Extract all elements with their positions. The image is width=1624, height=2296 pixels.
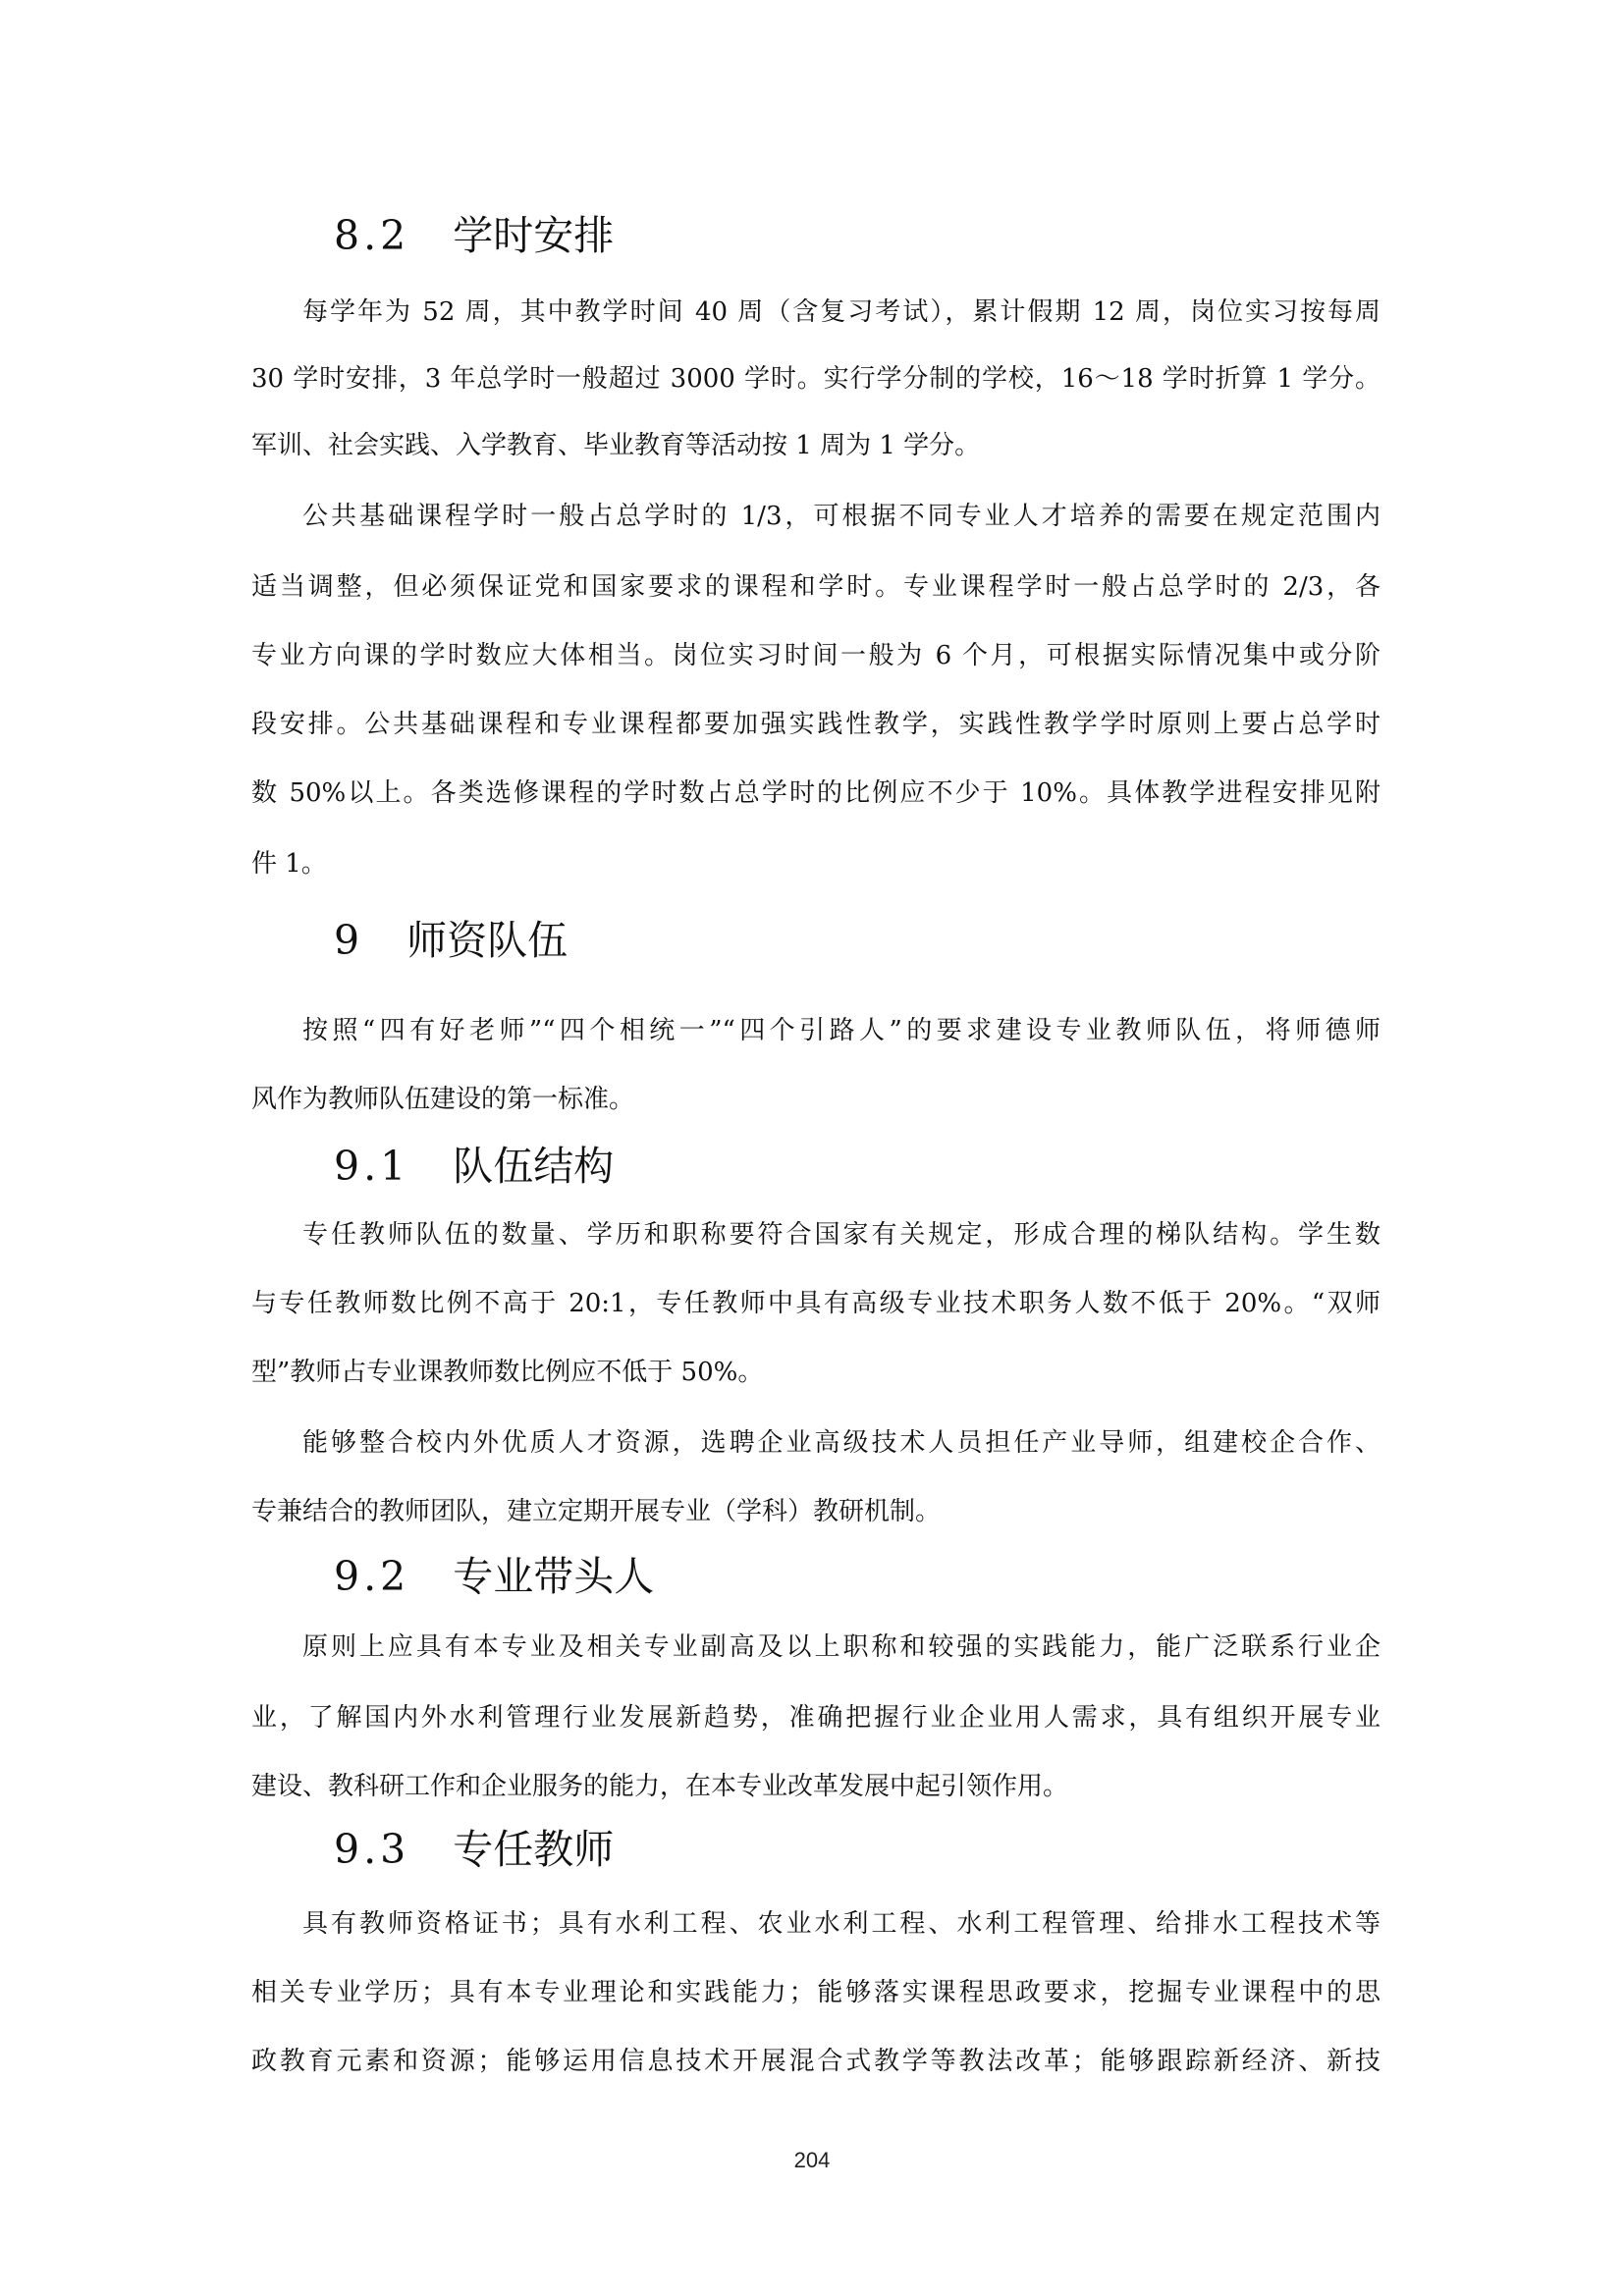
paragraph-line: 数 50%以上。各类选修课程的学时数占总学时的比例应不少于 10%。具体教学进程安排见附 bbox=[251, 778, 1380, 808]
paragraph-line: 公共基础课程学时一般占总学时的 1/3，可根据不同专业人才培养的需要在规定范围内 bbox=[302, 502, 1380, 531]
paragraph-line: 按照“四有好老师”“四个相统一”“四个引路人”的要求建设专业教师队伍，将师德师 bbox=[302, 1016, 1380, 1045]
paragraph-line: 型”教师占专业课教师数比例应不低于 50%。 bbox=[251, 1358, 764, 1387]
section-number: 9.3 bbox=[334, 1826, 410, 1873]
paragraph-line: 件 1。 bbox=[251, 849, 327, 879]
section-title: 专业带头人 bbox=[453, 1553, 655, 1600]
section-heading bbox=[334, 1139, 614, 1194]
paragraph-line: 军训、社会实践、入学教育、毕业教育等活动按 1 周为 1 学分。 bbox=[251, 431, 981, 460]
paragraph-line: 每学年为 52 周，其中教学时间 40 周（含复习考试），累计假期 12 周，岗位实习按每周 bbox=[302, 297, 1380, 327]
paragraph-line: 专任教师队伍的数量、学历和职称要符合国家有关规定，形成合理的梯队结构。学生数 bbox=[302, 1220, 1380, 1250]
section-number: 9.2 bbox=[334, 1553, 410, 1600]
paragraph-line: 30 学时安排，3 年总学时一般超过 3000 学时。实行学分制的学校，16～18 学时折算 1 学分。 bbox=[251, 364, 1380, 394]
section-number: 9 bbox=[334, 917, 364, 964]
section-number: 8.2 bbox=[334, 212, 410, 259]
section-heading bbox=[334, 1549, 654, 1604]
section-heading bbox=[334, 208, 614, 263]
paragraph-line: 适当调整，但必须保证党和国家要求的课程和学时。专业课程学时一般占总学时的 2/3，各 bbox=[251, 572, 1380, 602]
section-title: 师资队伍 bbox=[406, 917, 568, 964]
section-title: 学时安排 bbox=[453, 212, 615, 259]
paragraph-line: 段安排。公共基础课程和专业课程都要加强实践性教学，实践性教学学时原则上要占总学时 bbox=[251, 710, 1380, 739]
page-number: 204 bbox=[793, 2148, 831, 2172]
section-heading bbox=[334, 1822, 614, 1877]
paragraph-line: 政教育元素和资源；能够运用信息技术开展混合式教学等教法改革；能够跟踪新经济、新技 bbox=[251, 2047, 1380, 2076]
paragraph-line: 能够整合校内外优质人才资源，选聘企业高级技术人员担任产业导师，组建校企合作、 bbox=[302, 1428, 1380, 1458]
paragraph-line: 专兼结合的教师团队，建立定期开展专业（学科）教研机制。 bbox=[251, 1497, 942, 1526]
paragraph-line: 与专任教师数比例不高于 20:1，专任教师中具有高级专业技术职务人数不低于 20%。“双师 bbox=[251, 1289, 1380, 1318]
section-heading bbox=[334, 913, 568, 968]
paragraph-line: 风作为教师队伍建设的第一标准。 bbox=[251, 1085, 635, 1114]
paragraph-line: 相关专业学历；具有本专业理论和实践能力；能够落实课程思政要求，挖掘专业课程中的思 bbox=[251, 1978, 1380, 2007]
paragraph-line: 专业方向课的学时数应大体相当。岗位实习时间一般为 6 个月，可根据实际情况集中或分阶 bbox=[251, 641, 1380, 670]
paragraph-line: 具有教师资格证书；具有水利工程、农业水利工程、水利工程管理、给排水工程技术等 bbox=[302, 1909, 1380, 1939]
section-title: 专任教师 bbox=[453, 1826, 615, 1873]
section-number: 9.1 bbox=[334, 1143, 410, 1190]
paragraph-line: 建设、教科研工作和企业服务的能力，在本专业改革发展中起引领作用。 bbox=[251, 1772, 1069, 1801]
paragraph-line: 业，了解国内外水利管理行业发展新趋势，准确把握行业企业用人需求，具有组织开展专业 bbox=[251, 1703, 1380, 1733]
paragraph-line: 原则上应具有本专业及相关专业副高及以上职称和较强的实践能力，能广泛联系行业企 bbox=[302, 1632, 1380, 1662]
section-title: 队伍结构 bbox=[453, 1143, 615, 1190]
